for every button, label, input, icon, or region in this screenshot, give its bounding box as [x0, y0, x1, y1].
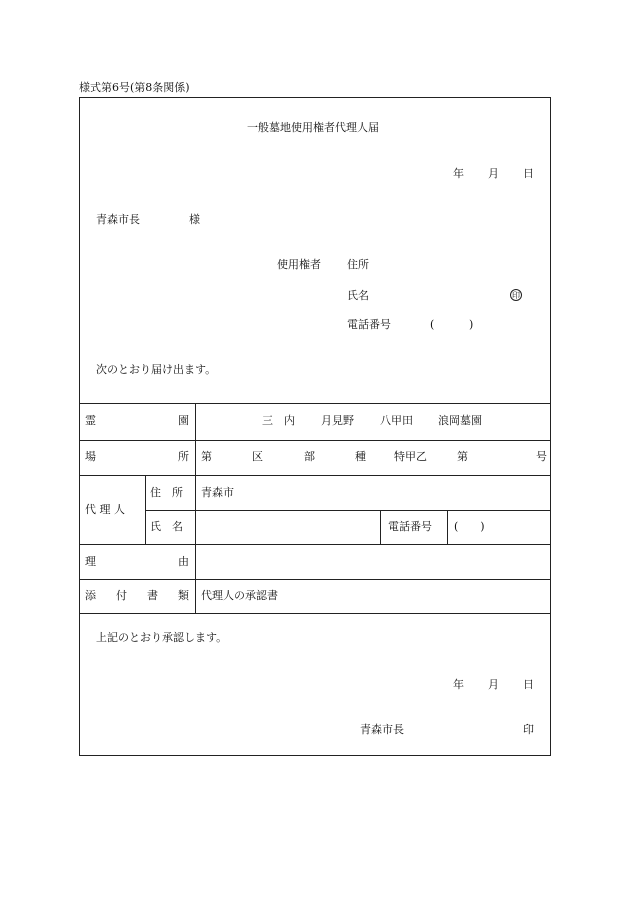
intro-text: 次のとおり届け出ます。 — [96, 363, 217, 376]
date-month-label: 月 — [488, 167, 499, 180]
applicant-phone-paren-open: ( — [430, 318, 435, 331]
location-label-1: 場 — [85, 450, 96, 463]
cemetery-option: 八甲田 — [380, 414, 413, 427]
applicant-name-label: 氏名 — [347, 289, 369, 302]
cemetery-option: 三 内 — [262, 414, 295, 427]
row-divider-1 — [79, 440, 551, 441]
location-part: 種 — [355, 450, 366, 463]
date-day-label: 日 — [523, 167, 534, 180]
location-part: 区 — [252, 450, 263, 463]
reason-label-1: 理 — [85, 555, 96, 568]
approval-date-day: 日 — [523, 678, 534, 691]
approval-date-month: 月 — [488, 678, 499, 691]
form-title: 一般墓地使用権者代理人届 — [247, 121, 379, 134]
agent-sublabel-divider — [145, 475, 146, 544]
reason-label-2: 由 — [178, 555, 189, 568]
row-divider-4 — [79, 579, 551, 580]
location-part: 第 — [201, 450, 212, 463]
applicant-phone-label: 電話番号 — [347, 318, 391, 331]
agent-phone-label: 電話番号 — [388, 520, 432, 533]
applicant-phone-paren-close: ) — [469, 318, 474, 331]
attachment-label-char: 添 — [85, 589, 96, 602]
approval-date-year: 年 — [453, 678, 464, 691]
agent-address-value: 青森市 — [201, 486, 234, 499]
location-part: 部 — [304, 450, 315, 463]
agent-name-phone-divider — [380, 510, 381, 544]
table-bottom-line — [79, 613, 551, 614]
date-year-label: 年 — [453, 167, 464, 180]
location-label-2: 所 — [178, 450, 189, 463]
cemetery-label-1: 霊 — [85, 414, 96, 427]
approval-mayor: 青森市長 — [360, 723, 404, 736]
label-column-divider — [195, 403, 196, 613]
form-number-label: 様式第6号(第8条関係) — [79, 81, 190, 94]
approval-text: 上記のとおり承認します。 — [96, 631, 228, 644]
agent-phone-value-divider — [447, 510, 448, 544]
row-divider-2 — [79, 475, 551, 476]
agent-label: 代 理 人 — [85, 503, 125, 516]
row-divider-3 — [79, 544, 551, 545]
cemetery-option: 浪岡墓園 — [438, 414, 482, 427]
attachment-label-char: 類 — [178, 589, 189, 602]
applicant-role-label: 使用権者 — [277, 258, 321, 271]
table-top-line — [79, 403, 551, 404]
cemetery-option: 月見野 — [321, 414, 354, 427]
agent-address-label: 住 所 — [150, 486, 183, 499]
addressee-name: 青森市長 — [96, 213, 140, 226]
cemetery-label-2: 園 — [178, 414, 189, 427]
agent-inner-divider — [145, 510, 551, 511]
location-part: 号 — [536, 450, 547, 463]
applicant-seal-mark: 印 — [512, 291, 520, 300]
agent-name-label: 氏 名 — [150, 520, 183, 533]
attachment-label-char: 書 — [147, 589, 158, 602]
location-part: 第 — [457, 450, 468, 463]
attachment-value: 代理人の承認書 — [201, 589, 278, 602]
applicant-address-label: 住所 — [347, 258, 369, 271]
attachment-label-char: 付 — [116, 589, 127, 602]
approval-seal-label: 印 — [523, 723, 534, 736]
agent-phone-value: ( ) — [454, 520, 485, 533]
location-part: 特甲乙 — [394, 450, 427, 463]
addressee-honorific: 様 — [189, 213, 200, 226]
